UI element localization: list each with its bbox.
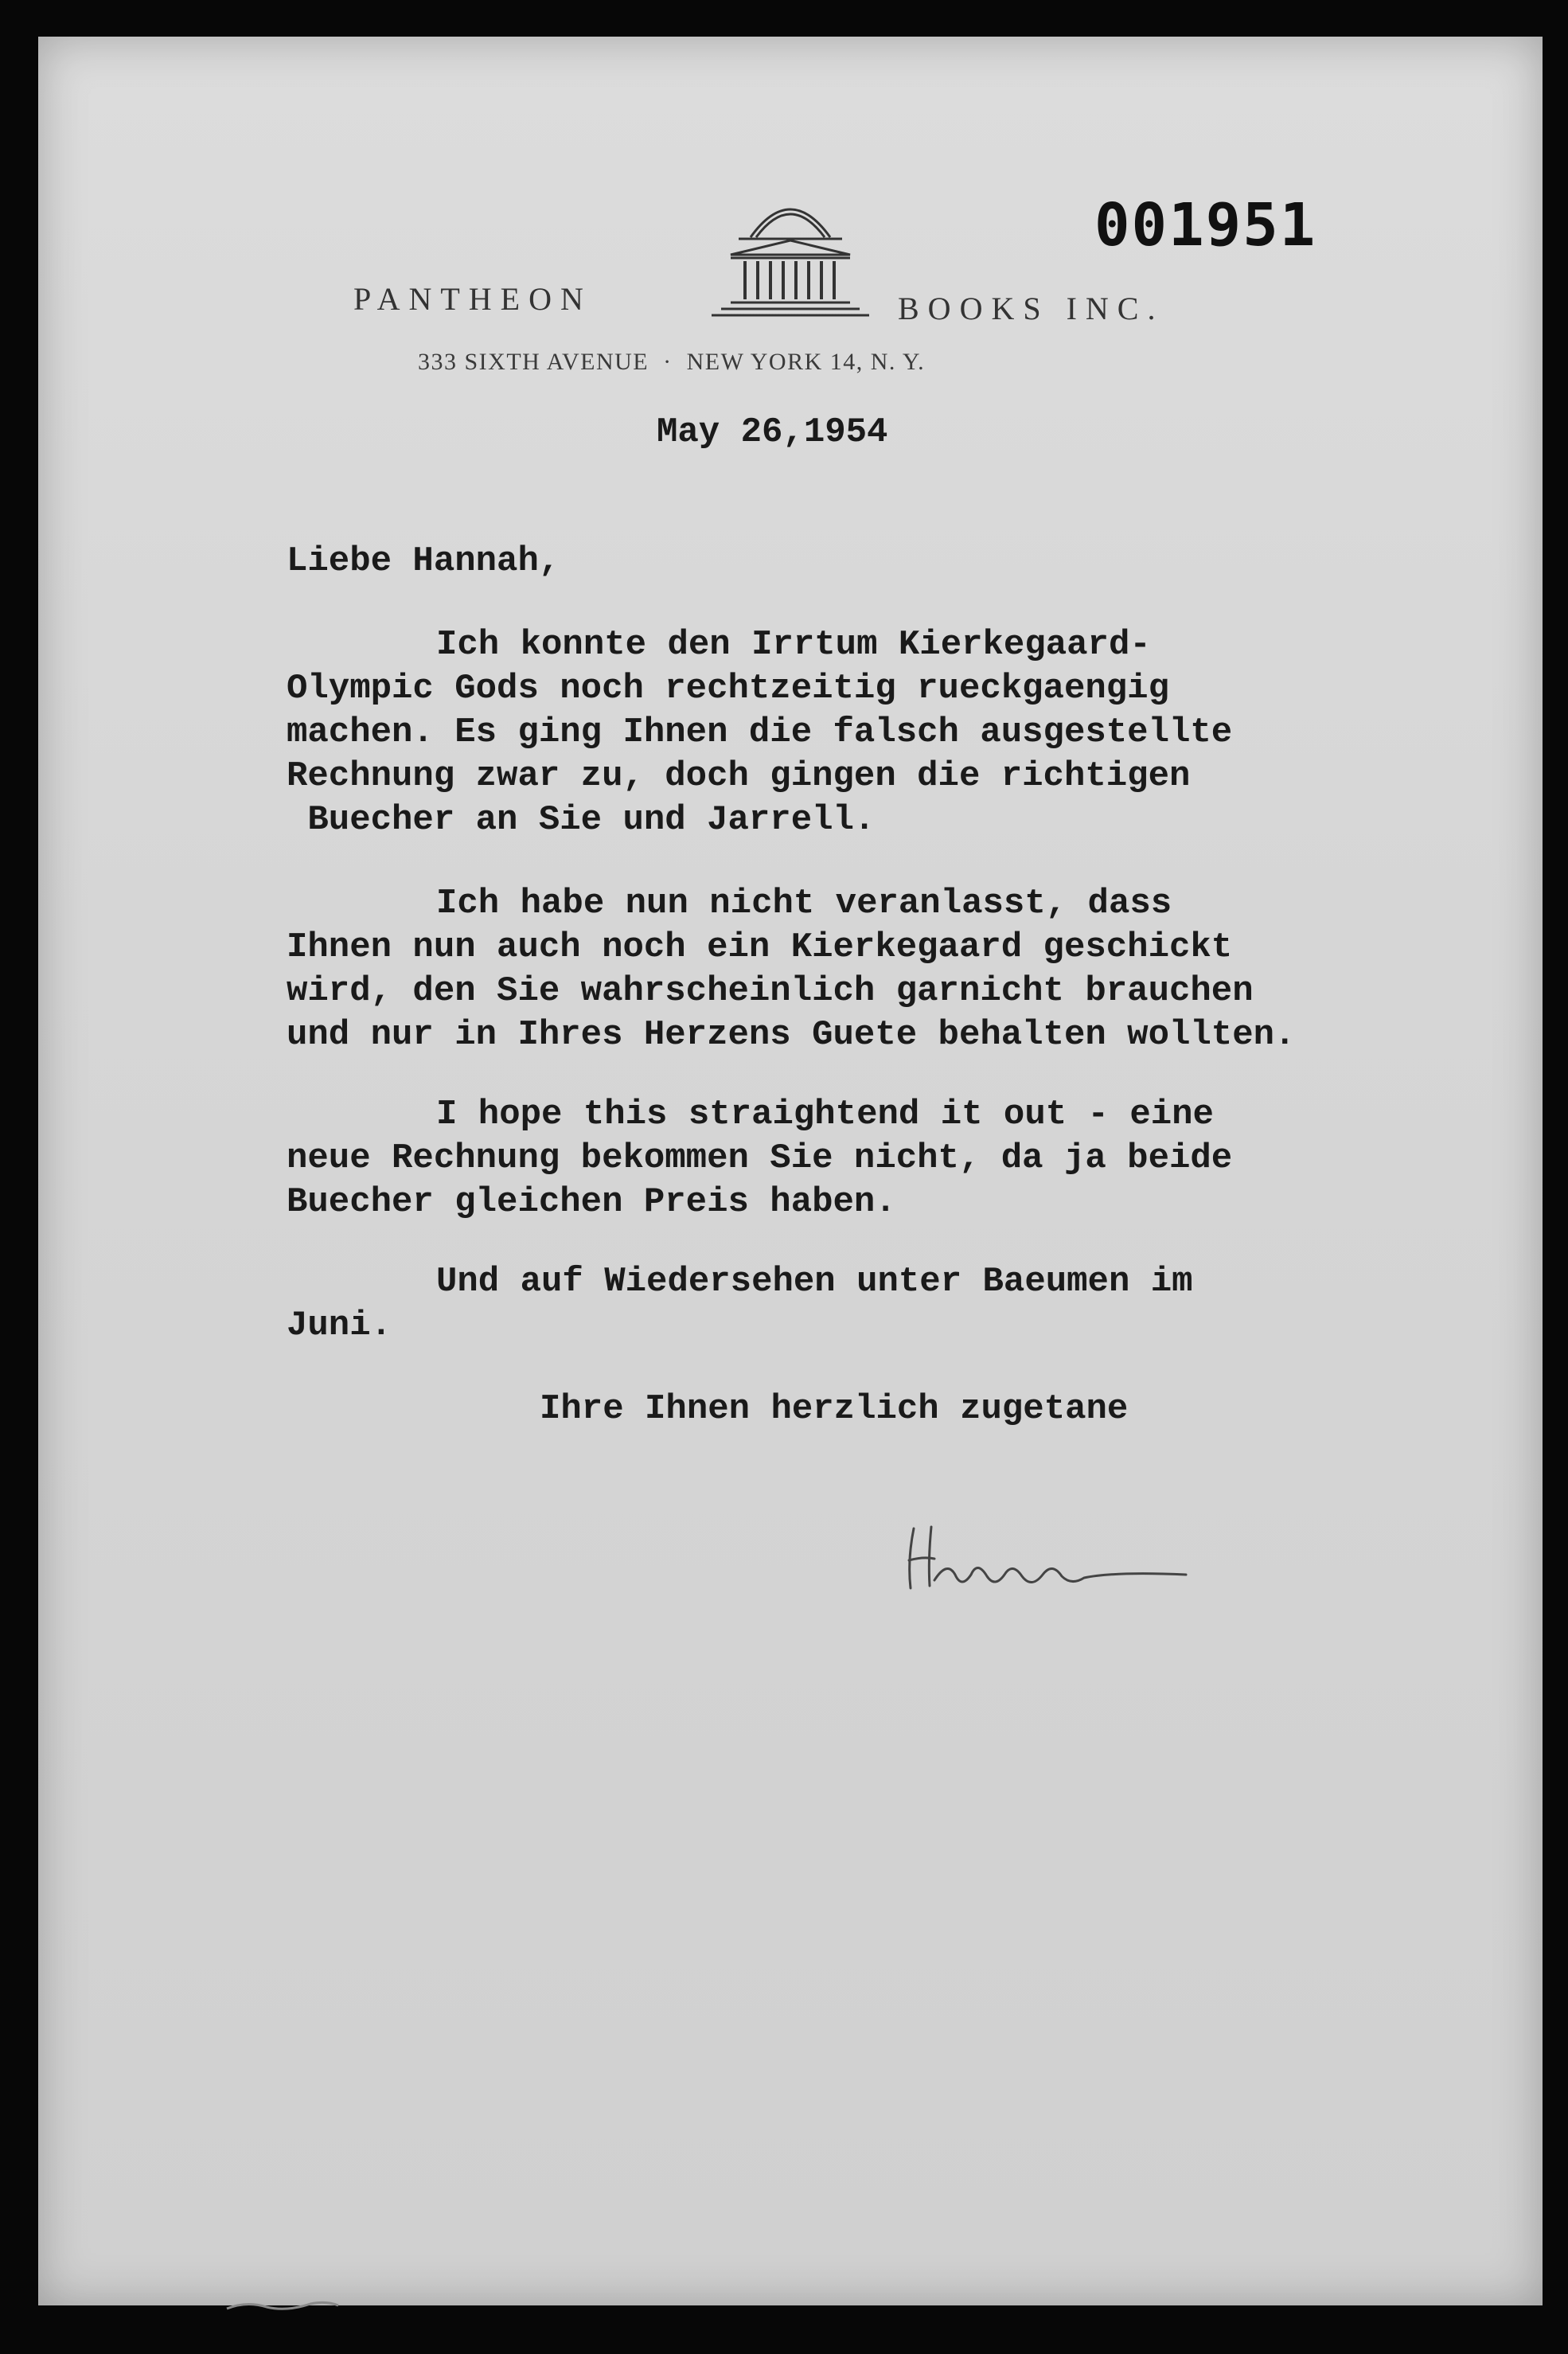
- paragraph-1-line-3: machen. Es ging Ihnen die falsch ausgestellte: [287, 712, 1233, 752]
- paragraph-4-line-2: Juni.: [287, 1306, 392, 1345]
- letter-date: May 26,1954: [657, 412, 888, 452]
- closing: Ihre Ihnen herzlich zugetane: [540, 1389, 1129, 1429]
- paragraph-2-line-2: Ihnen nun auch noch ein Kierkegaard geschickt: [287, 927, 1233, 967]
- paragraph-1-line-1: Ich konnte den Irrtum Kierkegaard-: [436, 625, 1151, 665]
- salutation: Liebe Hannah,: [287, 541, 560, 581]
- letterhead-address: 333 SIXTH AVENUE · NEW YORK 14, N. Y.: [418, 349, 926, 375]
- smudge-mark: [223, 2293, 342, 2317]
- paragraph-1-line-2: Olympic Gods noch rechtzeitig rueckgaengig: [287, 669, 1169, 709]
- paragraph-3-line-1: I hope this straightend it out - eine: [436, 1095, 1214, 1134]
- letterhead-right: BOOKS INC.: [898, 291, 1164, 326]
- paragraph-1-line-4: Rechnung zwar zu, doch gingen die richtigen: [287, 756, 1191, 796]
- paragraph-2-line-4: und nur in Ihres Herzens Guete behalten wollten.: [287, 1015, 1296, 1055]
- archive-number: 001951: [1094, 191, 1317, 260]
- paragraph-3-line-2: neue Rechnung bekommen Sie nicht, da ja beide: [287, 1138, 1233, 1178]
- pantheon-building-icon: [707, 182, 874, 321]
- paragraph-2-line-3: wird, den Sie wahrscheinlich garnicht brauchen: [287, 971, 1254, 1011]
- paragraph-4-line-1: Und auf Wiedersehen unter Baeumen im: [436, 1262, 1193, 1302]
- handwritten-signature: [899, 1513, 1202, 1600]
- paragraph-3-line-3: Buecher gleichen Preis haben.: [287, 1182, 896, 1222]
- letterhead-left: PANTHEON: [353, 281, 592, 317]
- paragraph-1-line-5: Buecher an Sie und Jarrell.: [287, 800, 876, 840]
- paragraph-2-line-1: Ich habe nun nicht veranlasst, dass: [436, 884, 1172, 923]
